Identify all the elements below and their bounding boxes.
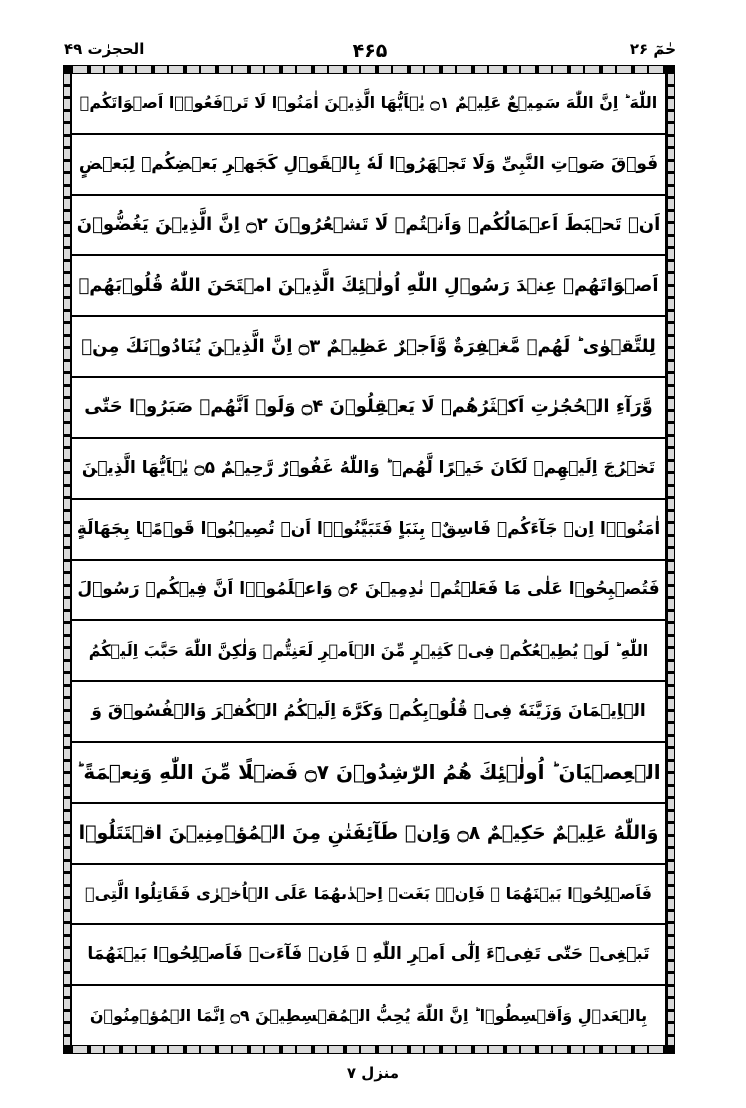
- text-line: [72, 865, 665, 926]
- text-line: [72, 986, 665, 1045]
- text-line: [72, 135, 665, 196]
- page-header: [64, 40, 676, 64]
- verse-text: وَّرَآءِ الۡحُجُرٰتِ اَكۡثَرُهُمۡ لَا يَعۡقِلُوۡنَ ۝۴ وَلَوۡ اَنَّهُمۡ صَبَرُوۡا حَتّٰى: [84, 396, 653, 418]
- text-line: [72, 561, 665, 622]
- text-line: [72, 621, 665, 682]
- text-line: [72, 74, 665, 135]
- text-line: [72, 804, 665, 865]
- verse-text: فَوۡقَ صَوۡتِ النَّبِىِّ وَلَا تَجۡهَرُوۡا لَهٗ بِالۡقَوۡلِ كَجَهۡرِ بَعۡضِكُمۡ لِبَعۡضٍ: [78, 153, 659, 174]
- page-frame: [63, 65, 675, 1054]
- verse-text: وَاللّٰهُ عَلِيۡمٌ حَكِيۡمٌ ۝۸ وَاِنۡ طَآئِفَتٰنِ مِنَ الۡمُؤۡمِنِيۡنَ اقۡتَتَلُوۡا: [78, 821, 659, 844]
- text-line: [72, 743, 665, 804]
- text-line: [72, 925, 665, 986]
- verse-text: الۡاِيۡمَانَ وَزَيَّنَهٗ فِىۡ قُلُوۡبِكُمۡ وَكَرَّهَ اِلَيۡكُمُ الۡكُفۡرَ وَالۡفُسُوۡقَ وَ: [91, 701, 646, 722]
- text-line: [72, 682, 665, 743]
- manzil-footer: منزل ۷: [346, 1064, 400, 1082]
- verse-text: الۡعِصۡيَانَ ؕ اُولٰۤئِكَ هُمُ الرّٰشِدُوۡنَ ۝۷ فَضۡلًا مِّنَ اللّٰهِ وَنِعۡمَةً ؕ: [76, 760, 661, 785]
- verse-text: اٰمَنُوۡۤا اِنۡ جَآءَكُمۡ فَاسِقٌۢ بِنَبَاٍ فَتَبَيَّنُوۡۤا اَنۡ تُصِيۡبُوۡا قَوۡمًۢا بِجَهَالَةٍ: [76, 518, 661, 539]
- ornament-bottom-border: [73, 1046, 665, 1053]
- verse-text: اَصۡوَاتَهُمۡ عِنۡدَ رَسُوۡلِ اللّٰهِ اُولٰۤئِكَ الَّذِيۡنَ امۡتَحَنَ اللّٰهُ قُلُوۡبَهُمۡ: [78, 274, 659, 296]
- text-line: [72, 500, 665, 561]
- verse-text: تَبۡغِىۡ حَتّٰى تَفِىۡٓءَ اِلٰٓى اَمۡرِ اللّٰهِ ۚ فَاِنۡ فَآءَتۡ فَاَصۡلِحُوۡا بَيۡنَهُمَا: [87, 944, 650, 965]
- text-line: [72, 256, 665, 317]
- text-line: [72, 439, 665, 500]
- juz-label: حٰمٓ ۲۶: [629, 40, 676, 58]
- text-lines: [72, 74, 665, 1045]
- verse-text: بِالۡعَدۡلِ وَاَقۡسِطُوۡا ؕ اِنَّ اللّٰهَ يُحِبُّ الۡمُقۡسِطِيۡنَ ۝۹ اِنَّمَا الۡمُؤۡمِنُوۡنَ: [89, 1005, 648, 1025]
- verse-text: فَتُصۡبِحُوۡا عَلٰى مَا فَعَلۡتُمۡ نٰدِمِيۡنَ ۝۶ وَاعۡلَمُوۡۤا اَنَّ فِيۡكُمۡ رَسُوۡلَ: [77, 579, 660, 600]
- ornament-left-border: [64, 74, 70, 1045]
- verse-text: اللّٰهِ ؕ لَوۡ يُطِيۡعُكُمۡ فِىۡ كَثِيۡرٍ مِّنَ الۡاَمۡرِ لَعَنِتُّمۡ وَلٰكِنَّ اللّٰهَ حَبَّبَ اِلَيۡكُمُ: [88, 640, 649, 660]
- verse-text: اللّٰهَ ؕ اِنَّ اللّٰهَ سَمِيۡعٌ عَلِيۡمٌ ۝۱ يٰۤاَيُّهَا الَّذِيۡنَ اٰمَنُوۡا لَا تَرۡفَعُوۡۤا اَصۡوَاتَكُمۡ: [79, 93, 658, 113]
- verse-text: اَنۡ تَحۡبَطَ اَعۡمَالُكُمۡ وَاَنۡتُمۡ لَا تَشۡعُرُوۡنَ ۝۲ اِنَّ الَّذِيۡنَ يَغُضُّوۡنَ: [76, 214, 661, 236]
- text-line: [72, 378, 665, 439]
- verse-text: تَخۡرُجَ اِلَيۡهِمۡ لَكَانَ خَيۡرًا لَّهُمۡ ؕ وَاللّٰهُ غَفُوۡرٌ رَّحِيۡمٌ ۝۵ يٰۤاَيُّهَا الَّذِيۡنَ: [81, 457, 656, 478]
- verse-text: فَاَصۡلِحُوۡا بَيۡنَهُمَا ۚ فَاِنۡۢ بَغَتۡ اِحۡدٰٮهُمَا عَلَى الۡاُخۡرٰى فَقَاتِلُوا الَّتِىۡ: [85, 883, 652, 903]
- ornament-top-border: [73, 66, 665, 73]
- text-line: [72, 196, 665, 257]
- verse-text: لِلتَّقۡوٰى ؕ لَهُمۡ مَّغۡفِرَةٌ وَّاَجۡرٌ عَظِيۡمٌ ۝۳ اِنَّ الَّذِيۡنَ يُنَادُوۡنَكَ مِنۡ: [81, 335, 656, 357]
- page-number: ۴۶۵: [352, 40, 388, 62]
- ornament-right-border: [668, 74, 674, 1045]
- text-line: [72, 317, 665, 378]
- surah-name-label: الحجرٰت ۴۹: [64, 40, 145, 58]
